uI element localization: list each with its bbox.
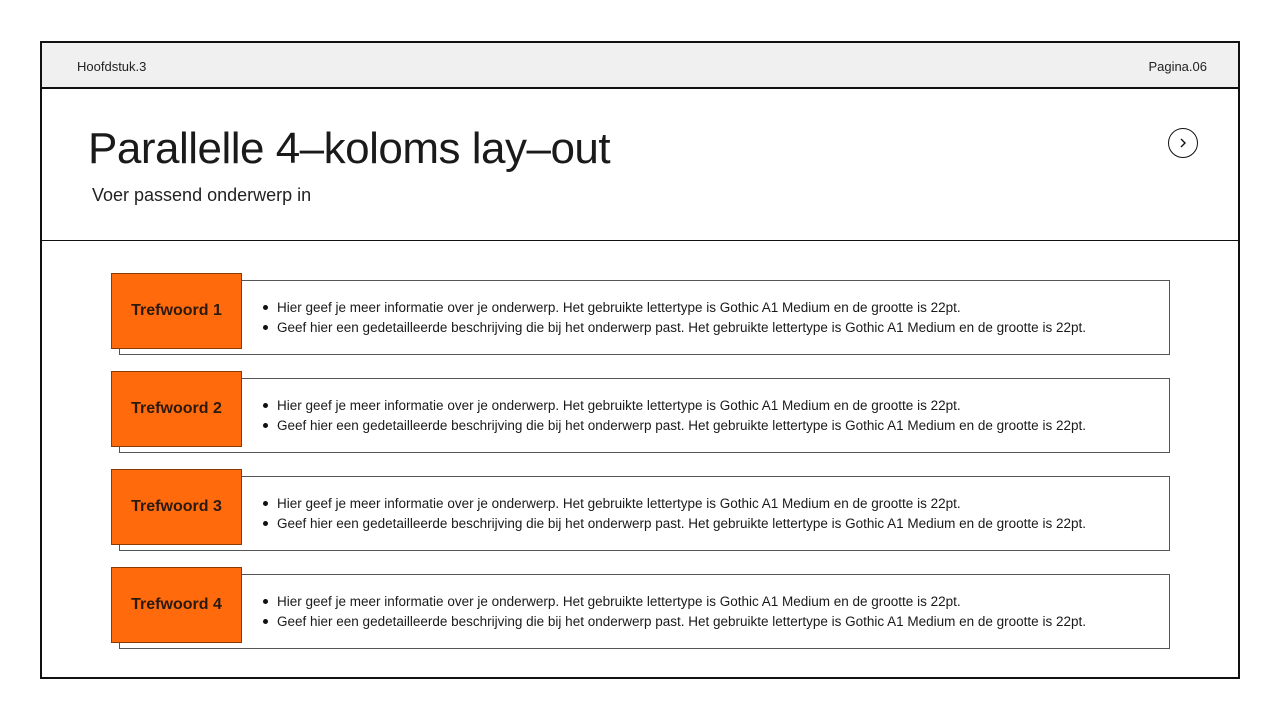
chevron-right-icon (1177, 137, 1189, 149)
top-bar (42, 43, 1238, 89)
bullet-list (261, 298, 1086, 338)
keyword-box: Trefwoord 1 (111, 273, 242, 349)
bullet-item: Hier geef je meer informatie over je onderwerp. Het gebruikte lettertype is Gothic A1 Medium en de grootte is 22pt. (261, 494, 1086, 514)
keyword-box: Trefwoord 4 (111, 567, 242, 643)
slide (40, 41, 1240, 679)
keyword-box: Trefwoord 3 (111, 469, 242, 545)
page-number: Pagina.06 (1148, 59, 1207, 74)
bullet-list (261, 592, 1086, 632)
bullet-item: Hier geef je meer informatie over je onderwerp. Het gebruikte lettertype is Gothic A1 Medium en de grootte is 22pt. (261, 298, 1086, 318)
keyword-row-2 (111, 371, 1171, 453)
next-button[interactable] (1168, 128, 1198, 158)
bullet-item: Hier geef je meer informatie over je onderwerp. Het gebruikte lettertype is Gothic A1 Medium en de grootte is 22pt. (261, 592, 1086, 612)
chapter-label: Hoofdstuk.3 (77, 59, 147, 74)
slide-subtitle: Voer passend onderwerp in (92, 185, 312, 205)
bullet-item: Hier geef je meer informatie over je onderwerp. Het gebruikte lettertype is Gothic A1 Medium en de grootte is 22pt. (261, 396, 1086, 416)
bullet-list (261, 494, 1086, 534)
bullet-item: Geef hier een gedetailleerde beschrijving die bij het onderwerp past. Het gebruikte lettertype is Gothic A1 Medium en de grootte is 22pt. (261, 514, 1086, 534)
slide-header (42, 89, 1238, 241)
bullet-list (261, 396, 1086, 436)
keyword-row-3 (111, 469, 1171, 551)
bullet-item: Geef hier een gedetailleerde beschrijving die bij het onderwerp past. Het gebruikte lettertype is Gothic A1 Medium en de grootte is 22pt. (261, 612, 1086, 632)
bullet-item: Geef hier een gedetailleerde beschrijving die bij het onderwerp past. Het gebruikte lettertype is Gothic A1 Medium en de grootte is 22pt. (261, 318, 1086, 338)
keyword-rows (42, 241, 1238, 677)
keyword-row-1 (111, 273, 1171, 355)
keyword-box: Trefwoord 2 (111, 371, 242, 447)
keyword-row-4 (111, 567, 1171, 649)
bullet-item: Geef hier een gedetailleerde beschrijving die bij het onderwerp past. Het gebruikte lettertype is Gothic A1 Medium en de grootte is 22pt. (261, 416, 1086, 436)
slide-title: Parallelle 4–koloms lay–out (88, 124, 611, 173)
